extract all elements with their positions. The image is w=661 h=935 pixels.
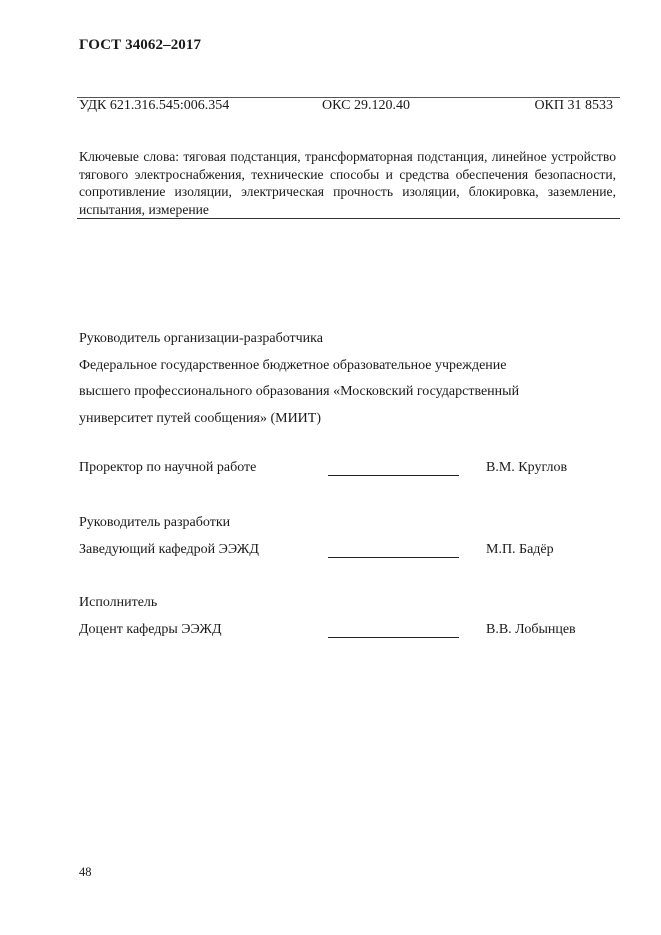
signatory-position: Доцент кафедры ЭЭЖД: [79, 622, 222, 637]
okp-code: ОКП 31 8533: [534, 98, 613, 113]
signatory-name: В.В. Лобынцев: [486, 622, 576, 637]
signature-row: [79, 460, 619, 480]
signature-line: [328, 475, 459, 476]
signatory-position: Заведующий кафедрой ЭЭЖД: [79, 542, 259, 557]
organization-line: университет путей сообщения» (МИИТ): [79, 410, 321, 426]
developer-organization-block: [79, 326, 619, 432]
oks-code: ОКС 29.120.40: [322, 98, 410, 113]
signatory-position: Проректор по научной работе: [79, 460, 257, 475]
signature-line: [328, 637, 459, 638]
organization-line: высшего профессионального образования «Московский государственный: [79, 384, 520, 399]
organization-role: Руководитель организации-разработчика: [79, 331, 323, 346]
keywords-paragraph: Ключевые слова: тяговая подстанция, трансформаторная подстанция, линейное устройство тягового электроснабжения, технические способы и средства обеспечения безопасности, сопротивление изоляции, электрическая прочность изоляции, блокировка, заземление, испытания, измерение: [79, 149, 616, 217]
signature-row: [79, 622, 619, 642]
signatory-name: В.М. Круглов: [486, 460, 568, 475]
signature-role-heading: Исполнитель: [79, 595, 158, 610]
organization-line: Федеральное государственное бюджетное образовательное учреждение: [79, 357, 507, 373]
keywords-bottom-rule: [77, 218, 620, 219]
classification-row: [79, 98, 613, 116]
signature-role-heading: Руководитель разработки: [79, 515, 231, 530]
standard-header: ГОСТ 34062–2017: [79, 37, 202, 53]
signature-line: [328, 557, 459, 558]
signatory-name: М.П. Бадёр: [486, 542, 554, 557]
udk-code: УДК 621.316.545:006.354: [79, 98, 230, 113]
page-number: 48: [79, 865, 92, 879]
signature-row: [79, 542, 619, 562]
